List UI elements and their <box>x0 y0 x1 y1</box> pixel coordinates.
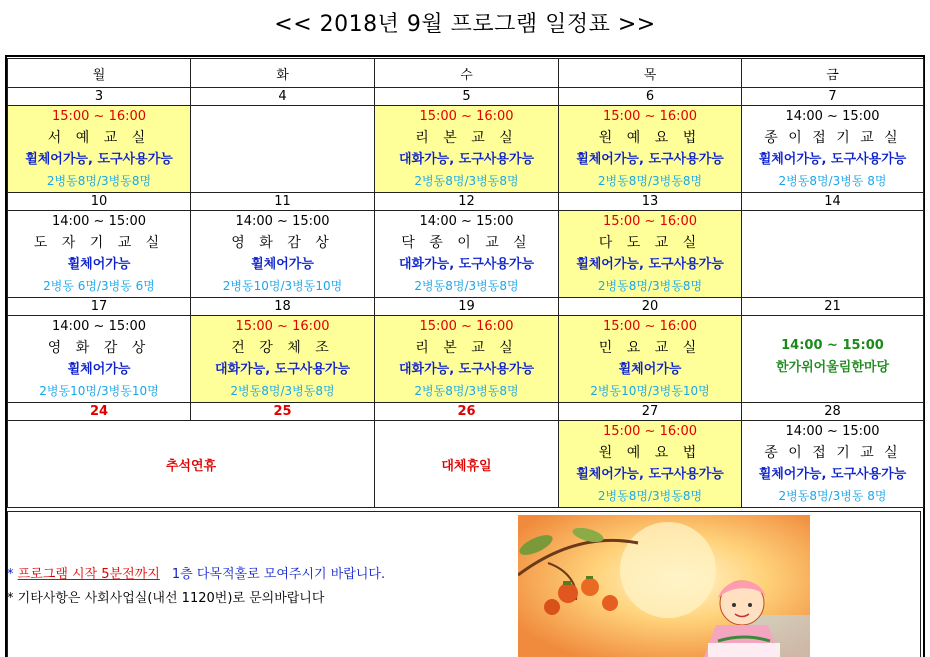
program-note: 휠체어가능, 도구사용가능 <box>576 152 724 167</box>
program-cell <box>375 106 559 193</box>
program-cell <box>559 211 742 298</box>
date-cell: 11 <box>191 193 375 211</box>
holiday-label: 대체휴일 <box>441 458 492 474</box>
program-time: 15:00 ~ 16:00 <box>235 319 330 334</box>
program-time: 14:00 ~ 15:00 <box>785 109 880 124</box>
program-time: 15:00 ~ 16:00 <box>602 319 698 334</box>
program-cell <box>559 316 742 403</box>
program-capacity: 2병동8명/3병동8명 <box>414 383 519 398</box>
program-name: 영 화 감 상 <box>47 339 151 356</box>
program-time: 14:00 ~ 15:00 <box>781 338 884 353</box>
date-cell: 6 <box>559 88 742 106</box>
program-note: 휠체어가능, 도구사용가능 <box>576 467 724 482</box>
program-capacity: 2병동8명/3병동8명 <box>597 173 703 188</box>
program-cell <box>375 316 559 403</box>
program-capacity: 2병동8명/3병동8명 <box>414 278 519 293</box>
date-cell: 17 <box>8 298 191 316</box>
date-row <box>8 193 924 211</box>
date-cell: 7 <box>742 88 924 106</box>
program-time: 15:00 ~ 16:00 <box>602 214 698 229</box>
program-time: 14:00 ~ 15:00 <box>235 214 330 229</box>
program-note: 휠체어가능, 도구사용가능 <box>576 257 724 272</box>
program-row <box>8 421 924 508</box>
program-cell <box>742 421 924 508</box>
date-cell: 27 <box>559 403 742 421</box>
date-cell: 26 <box>375 403 559 421</box>
program-cell <box>191 211 375 298</box>
program-name: 건 강 체 조 <box>231 339 334 356</box>
date-cell: 4 <box>191 88 375 106</box>
event-name: 한가위어울림한마당 <box>775 359 890 375</box>
footer-highlight: 프로그램 시작 5분전까지 <box>17 567 160 582</box>
program-capacity: 2병동 6명/3병동 6명 <box>43 278 155 293</box>
program-capacity: 2병동8명/3병동8명 <box>414 173 519 188</box>
program-name: 영 화 감 상 <box>231 234 334 251</box>
date-cell: 20 <box>559 298 742 316</box>
program-cell <box>8 106 191 193</box>
program-cell-empty <box>742 211 924 298</box>
program-note: 휠체어가능 <box>67 257 131 272</box>
program-time: 15:00 ~ 16:00 <box>602 109 698 124</box>
program-cell-empty <box>191 106 375 193</box>
weekday-header-row <box>8 59 924 88</box>
date-cell: 19 <box>375 298 559 316</box>
holiday-label: 추석연휴 <box>165 458 217 474</box>
holiday-cell <box>375 421 559 508</box>
program-time: 15:00 ~ 16:00 <box>602 424 698 439</box>
program-capacity: 2병동10명/3병동10명 <box>222 278 343 293</box>
program-time: 15:00 ~ 16:00 <box>419 319 514 334</box>
program-name: 리 본 교 실 <box>415 339 518 356</box>
program-note: 휠체어가능, 도구사용가능 <box>25 152 173 167</box>
program-cell <box>375 211 559 298</box>
program-note: 휠체어가능, 도구사용가능 <box>758 467 907 482</box>
bullet: * <box>7 591 14 606</box>
program-capacity: 2병동10명/3병동10명 <box>590 383 710 398</box>
program-cell <box>742 316 924 403</box>
program-capacity: 2병동10명/3병동10명 <box>39 383 159 398</box>
program-name: 원 예 요 법 <box>598 129 702 146</box>
program-cell <box>559 421 742 508</box>
program-capacity: 2병동8명/3병동8명 <box>597 278 703 293</box>
weekday-tue: 화 <box>191 59 375 88</box>
date-row <box>8 403 924 421</box>
date-cell: 5 <box>375 88 559 106</box>
date-cell: 28 <box>742 403 924 421</box>
program-capacity: 2병동8명/3병동8명 <box>597 488 703 503</box>
weekday-wed: 수 <box>375 59 559 88</box>
program-row <box>8 211 924 298</box>
holiday-cell <box>8 421 375 508</box>
footer-note-2 <box>7 587 324 606</box>
program-time: 14:00 ~ 15:00 <box>51 214 147 229</box>
program-cell <box>8 211 191 298</box>
program-name: 원 예 요 법 <box>598 444 702 461</box>
date-cell: 12 <box>375 193 559 211</box>
program-time: 15:00 ~ 16:00 <box>419 109 514 124</box>
footer-text: 1층 다목적홀로 모여주시기 바랍니다. <box>171 567 386 582</box>
program-name: 도 자 기 교 실 <box>33 234 165 251</box>
program-name: 다 도 교 실 <box>598 234 702 251</box>
page-title: << 2018년 9월 프로그램 일정표 >> <box>274 12 656 37</box>
date-cell: 24 <box>8 403 191 421</box>
program-row <box>8 316 924 403</box>
program-note: 대화가능, 도구사용가능 <box>398 362 535 377</box>
program-time: 14:00 ~ 15:00 <box>51 319 147 334</box>
program-cell <box>742 106 924 193</box>
program-time: 15:00 ~ 16:00 <box>51 109 147 124</box>
program-time: 14:00 ~ 15:00 <box>419 214 514 229</box>
date-cell: 3 <box>8 88 191 106</box>
date-cell: 13 <box>559 193 742 211</box>
date-cell: 10 <box>8 193 191 211</box>
program-capacity: 2병동8명/3병동8명 <box>230 383 335 398</box>
program-cell <box>8 316 191 403</box>
date-cell: 18 <box>191 298 375 316</box>
program-row <box>8 106 924 193</box>
program-capacity: 2병동8명/3병동8명 <box>46 173 152 188</box>
program-name: 민 요 교 실 <box>598 339 702 356</box>
program-name: 서 예 교 실 <box>47 129 151 146</box>
date-row <box>8 298 924 316</box>
program-note: 휠체어가능, 도구사용가능 <box>758 152 907 167</box>
date-row <box>8 88 924 106</box>
bullet: * <box>7 567 14 582</box>
footer-note-1 <box>7 563 385 582</box>
program-name: 리 본 교 실 <box>415 129 518 146</box>
program-capacity: 2병동8명/3병동 8명 <box>778 173 887 188</box>
weekday-fri: 금 <box>742 59 924 88</box>
program-note: 대화가능, 도구사용가능 <box>214 362 351 377</box>
date-cell: 14 <box>742 193 924 211</box>
program-name: 종 이 접 기 교 실 <box>764 129 901 146</box>
program-name: 종 이 접 기 교 실 <box>764 444 901 461</box>
program-cell <box>559 106 742 193</box>
program-note: 대화가능, 도구사용가능 <box>398 152 535 167</box>
program-note: 휠체어가능 <box>67 362 131 377</box>
program-name: 닥 종 이 교 실 <box>401 234 532 251</box>
program-note: 휠체어가능 <box>251 257 314 272</box>
program-note: 대화가능, 도구사용가능 <box>398 257 535 272</box>
schedule-table <box>7 58 924 508</box>
weekday-mon: 월 <box>8 59 191 88</box>
date-cell: 21 <box>742 298 924 316</box>
date-cell: 25 <box>191 403 375 421</box>
program-capacity: 2병동8명/3병동 8명 <box>778 488 887 503</box>
program-time: 14:00 ~ 15:00 <box>785 424 880 439</box>
footer-text: 기타사항은 사회사업실(내선 1120번)로 문의바랍니다 <box>17 591 325 606</box>
chuseok-illustration <box>518 515 810 657</box>
program-cell <box>191 316 375 403</box>
program-note: 휠체어가능 <box>618 362 682 377</box>
weekday-thu: 목 <box>559 59 742 88</box>
